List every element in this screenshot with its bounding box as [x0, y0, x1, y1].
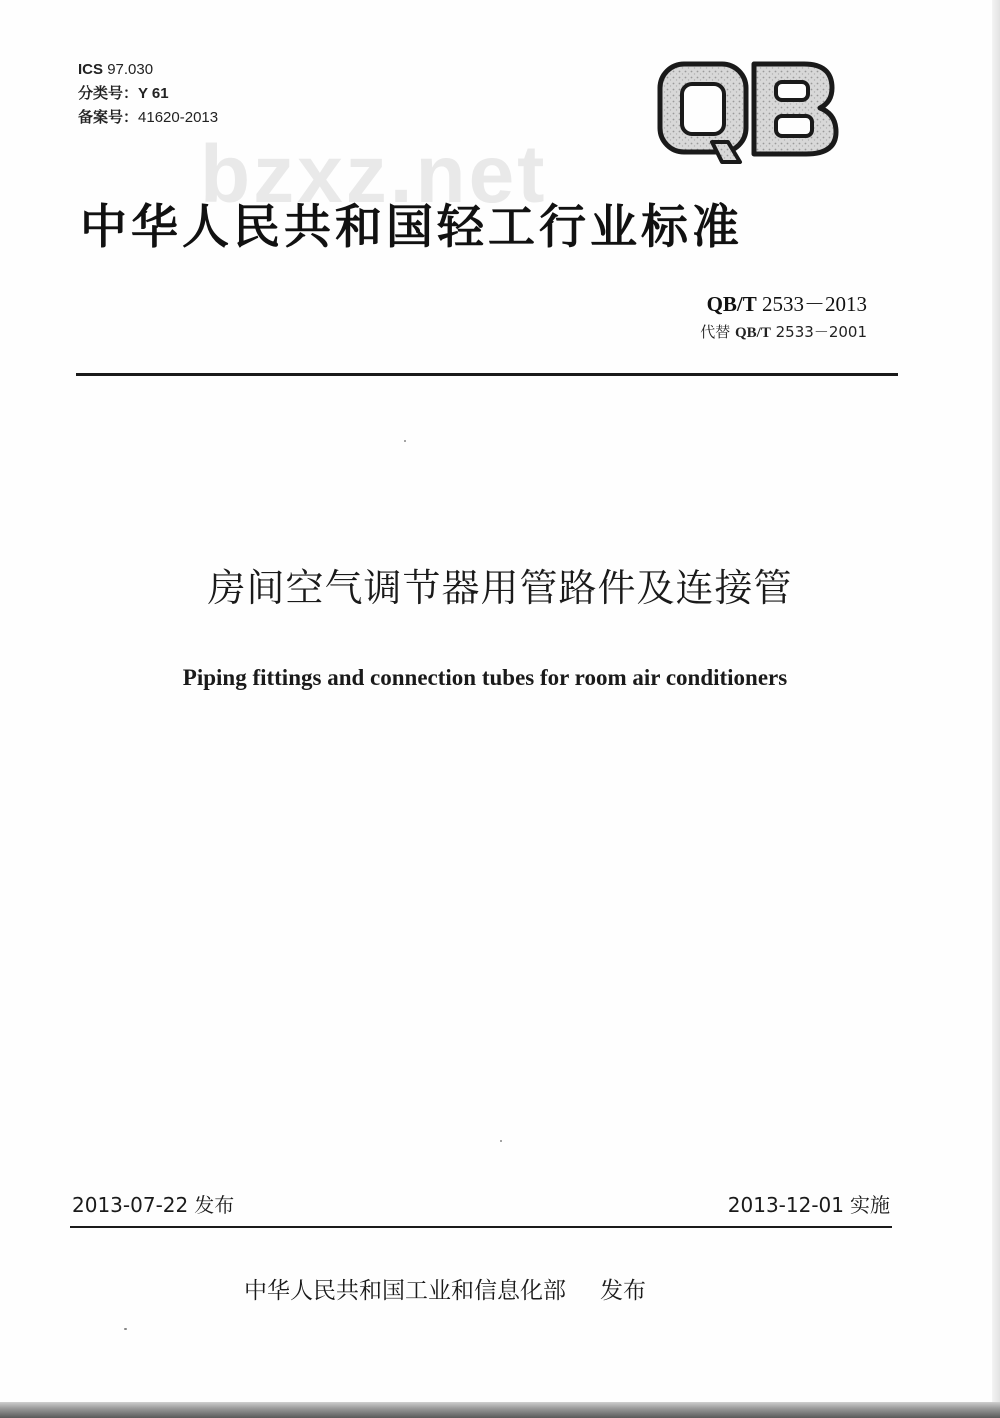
classification-block [78, 58, 218, 130]
ics-value: 97.030 [107, 61, 154, 78]
logo-letter-b [754, 64, 836, 154]
implement-date: 2013-12-01 [727, 1193, 844, 1217]
replaces-prefix: 代替 [700, 323, 731, 341]
issue-word: 发布 [194, 1193, 235, 1217]
qb-logo [654, 58, 840, 170]
standard-number [707, 290, 867, 318]
scan-speck [404, 440, 406, 442]
issue-date-line [72, 1190, 234, 1220]
scan-right-edge [992, 0, 1000, 1418]
bottom-divider [70, 1226, 892, 1228]
record-line [78, 106, 218, 130]
standard-category-title: 中华人民共和国轻工行业标准 [80, 200, 743, 255]
scan-speck [500, 1140, 502, 1142]
record-label: 备案号： [78, 109, 139, 126]
document-title-chinese: 房间空气调节器用管路件及连接管 [207, 566, 793, 610]
standard-code: QB/T [706, 292, 757, 316]
class-value: Y 61 [138, 85, 169, 102]
publisher-name: 中华人民共和国工业和信息化部 [244, 1278, 566, 1304]
publisher-line [244, 1274, 646, 1308]
top-divider [76, 373, 898, 376]
record-value: 41620-2013 [138, 109, 219, 126]
class-line [78, 82, 218, 106]
scan-speck [124, 1328, 127, 1330]
replaces-value: 2533－2001 [775, 323, 867, 341]
issue-date: 2013-07-22 [72, 1193, 189, 1217]
replaces-line [700, 320, 867, 345]
ics-label: ICS [78, 61, 104, 78]
standard-number-value: 2533－2013 [762, 292, 867, 316]
scan-bottom-edge [0, 1402, 1000, 1418]
ics-line [78, 58, 218, 82]
watermark: bzxz.net [200, 129, 548, 220]
implement-date-line [728, 1190, 890, 1220]
replaces-code: QB/T [735, 325, 771, 341]
publisher-word: 发布 [600, 1278, 646, 1304]
class-label: 分类号： [78, 85, 139, 102]
document-title-english: Piping fittings and connection tubes for room air conditioners [182, 665, 788, 690]
implement-word: 实施 [850, 1193, 890, 1217]
logo-letter-q [660, 64, 746, 162]
